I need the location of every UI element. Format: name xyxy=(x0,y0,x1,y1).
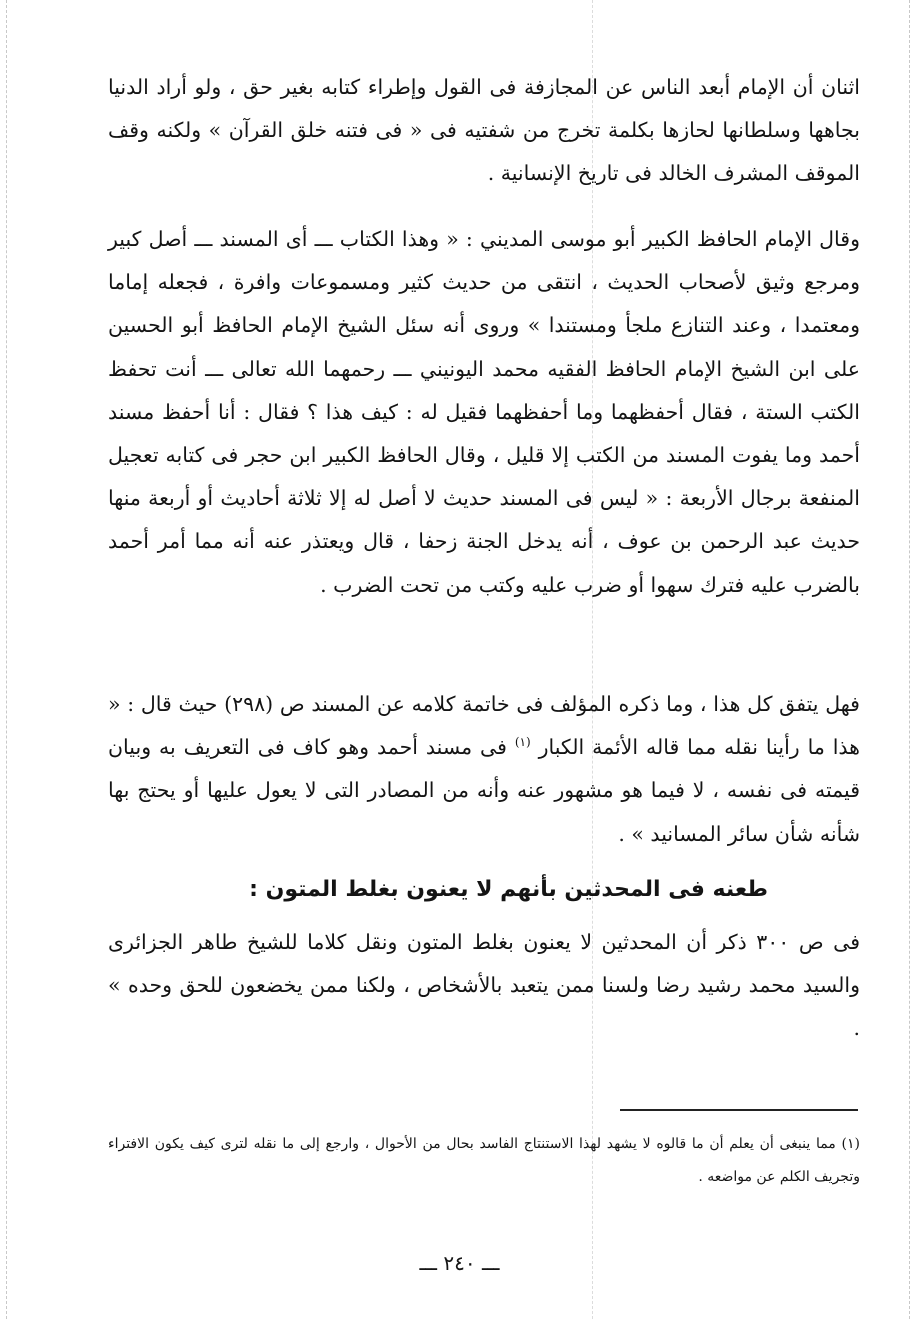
scan-fold-line-right xyxy=(909,0,910,1319)
paragraph-1: اثنان أن الإمام أبعد الناس عن المجازفة فى القول وإطراء كتابه بغير حق ، ولو أراد الدنيا بجاهها وسلطانها لحازها بكلمة تخرج من شفتيه فى « فى فتنه خلق القرآن » ولكنه وقف الموقف المشرف الخالد فى تاريخ الإنسانية . xyxy=(108,75,860,186)
footnote-separator xyxy=(620,1109,858,1111)
footnote-reference-mark[interactable]: (١) xyxy=(514,735,531,750)
footnote-text: (١) مما ينبغى أن يعلم أن ما قالوه لا يشهد لهذا الاستنتاج الفاسد بحال من الأحوال ، وارجع إلى ما نقله لترى كيف يكون الافتراء وتجريف الكلم عن مواضعه . xyxy=(108,1136,860,1185)
section-heading: طعنه فى المحدثين بأنهم لا يعنون بغلط المتون : xyxy=(249,877,768,902)
paragraph-3 xyxy=(108,683,860,856)
paragraph-3-text-before-note: فهل يتفق كل هذا ، وما ذكره المؤلف فى خاتمة كلامه عن المسند ص (٢٩٨) حيث قال : « هذا ما رأينا نقله مما قاله الأئمة الكبار xyxy=(108,692,860,760)
paragraph-3-text-after-note: فى مسند أحمد وهو كاف فى التعريف به وبيان قيمته فى نفسه ، لا فيما هو مشهور عنه وأنه من المصادر التى لا يعول عليها أو يحتج بها شأنه شأن سائر المسانيد » . xyxy=(108,735,860,846)
scan-fold-line-left xyxy=(6,0,7,1319)
page-number: ـــ ٢٤٠ ـــ xyxy=(419,1251,500,1275)
paragraph-4: فى ص ٣٠٠ ذكر أن المحدثين لا يعنون بغلط المتون ونقل كلاما للشيخ طاهر الجزائرى والسيد محمد رشيد رضا ولسنا ممن يتعبد بالأشخاص ، ولكنا ممن يخضعون للحق وحده » . xyxy=(108,930,860,1041)
paragraph-2: وقال الإمام الحافظ الكبير أبو موسى المديني : « وهذا الكتاب ـــ أى المسند ـــ أصل كبير ومرجع وثيق لأصحاب الحديث ، انتقى من حديث كثير ومسموعات وافرة ، فجعله إماما ومعتمدا ، وعند التنازع ملجأ ومستندا » وروى أنه سئل الشيخ الإمام الحافظ أبو الحسين على ابن الشيخ الإمام الحافظ الفقيه محمد اليونيني ـــ رحمهما الله تعالى ـــ أنت تحفظ الكتب الستة ، فقال أحفظهما وما أحفظهما فقيل له : كيف هذا ؟ فقال : أنا أحفظ مسند أحمد وما يفوت المسند من الكتب إلا قليل ، وقال الحافظ الكبير ابن حجر فى كتابه تعجيل المنفعة برجال الأربعة : « ليس فى المسند حديث لا أصل له إلا ثلاثة أحاديث أو أربعة منها حديث عبد الرحمن بن عوف ، أنه يدخل الجنة زحفا ، قال ويعتذر عنه أنه مما أمر أحمد بالضرب عليه فترك سهوا أو ضرب عليه وكتب من تحت الضرب . xyxy=(108,227,860,597)
scan-fold-line-middle xyxy=(592,0,593,1319)
